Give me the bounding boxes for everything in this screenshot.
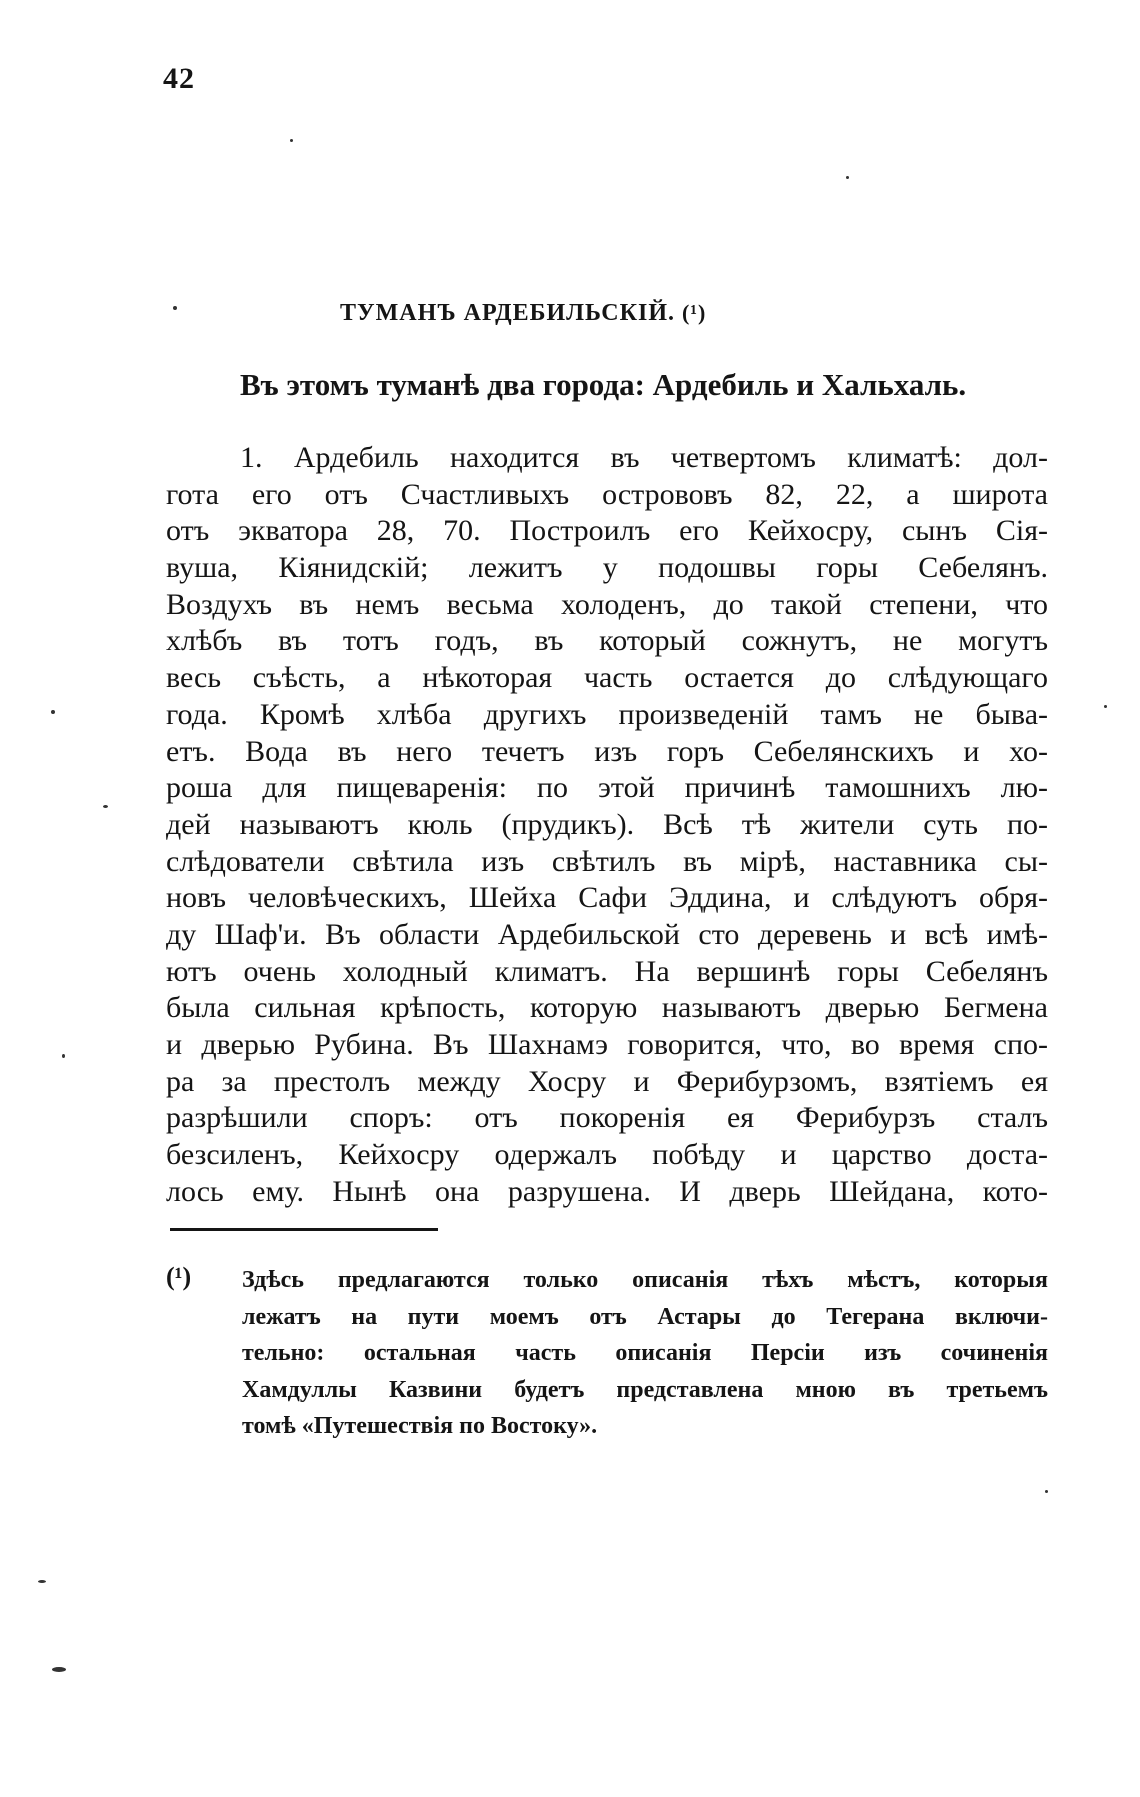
body-line: и дверью Рубина. Въ Шахнамэ говорится, что, во время спо- [166, 1028, 1048, 1061]
footnote-reference: (¹) [682, 300, 707, 325]
body-line: дей называютъ кюль (прудикъ). Всѣ тѣ жители суть по- [166, 807, 1048, 841]
body-line: ду Шаф'и. Въ области Ардебильской сто деревень и всѣ имѣ- [166, 917, 1048, 951]
scan-speck [846, 176, 849, 179]
scan-speck [51, 710, 55, 714]
footnote-line: Здѣсь предлагаются только описанія тѣхъ мѣстъ, которыя [242, 1267, 1048, 1293]
footnote-line: Хамдуллы Казвини будетъ представлена мною въ третьемъ [242, 1376, 1048, 1403]
footnote-text [242, 1262, 1048, 1445]
scan-speck [62, 1054, 65, 1058]
body-line: слѣдователи свѣтила изъ свѣтилъ въ мірѣ, наставника сы- [166, 844, 1048, 878]
body-line: 1. Ардебиль находится въ четвертомъ климатѣ: дол- [240, 441, 1048, 474]
body-line: роша для пищеваренія: по этой причинѣ тамошнихъ лю- [166, 771, 1048, 805]
scan-speck [1045, 1490, 1048, 1493]
scan-speck [290, 139, 293, 142]
body-line: безсиленъ, Кейхосру одержалъ побѣду и царство доста- [166, 1138, 1048, 1172]
body-line: ра за престолъ между Хосру и Ферибурзомъ, взятіемъ ея [166, 1064, 1048, 1098]
body-line: лось ему. Нынѣ она разрушена. И дверь Шейдана, кото- [166, 1174, 1048, 1208]
page-number: 42 [163, 62, 195, 95]
footnote-separator [170, 1228, 438, 1231]
body-line: весь съѣсть, а нѣкоторая часть остается до слѣдующаго [166, 661, 1048, 695]
body-paragraph [166, 440, 1048, 1210]
section-heading [340, 300, 706, 327]
footnote-line: томѣ «Путешествія по Востоку». [242, 1413, 598, 1439]
body-line: была сильная крѣпость, которую называютъ дверью Бегмена [166, 991, 1048, 1025]
body-line: етъ. Вода въ него течетъ изъ горъ Себелянскихъ и хо- [166, 734, 1048, 768]
section-subtitle: Въ этомъ туманѣ два города: Ардебиль и Хальхаль. [240, 367, 967, 402]
section-heading-text: ТУМАНЪ АРДЕБИЛЬСКІЙ. [340, 300, 676, 326]
footnote-line: лежатъ на пути моемъ отъ Астары до Тегерана включи- [242, 1303, 1048, 1330]
footnote-line: тельно: остальная часть описанія Персіи изъ сочиненія [242, 1340, 1048, 1366]
footnote-marker: (¹) [166, 1262, 192, 1291]
body-line: отъ экватора 28, 70. Построилъ его Кейхосру, сынъ Сія- [166, 514, 1048, 548]
body-line: вуша, Кіянидскій; лежитъ у подошвы горы Себелянъ. [166, 551, 1048, 585]
body-line: гота его отъ Счастливыхъ острововъ 82, 22, а широта [166, 477, 1048, 511]
scan-speck [52, 1667, 66, 1672]
scan-speck [1104, 705, 1107, 708]
scan-speck [173, 306, 177, 310]
scan-speck [38, 1580, 46, 1583]
body-line: хлѣбъ въ тотъ годъ, въ который сожнутъ, не могутъ [166, 624, 1048, 658]
body-line: новъ человѣческихъ, Шейха Сафи Эддина, и слѣдуютъ обря- [166, 881, 1048, 915]
body-line: разрѣшили споръ: отъ покоренія ея Ферибурзъ сталъ [166, 1101, 1048, 1135]
scan-speck [103, 805, 108, 808]
body-line: Воздухъ въ немъ весьма холоденъ, до такой степени, что [166, 587, 1048, 621]
body-line: ютъ очень холодный климатъ. На вершинѣ горы Себелянъ [166, 954, 1048, 988]
body-line: года. Кромѣ хлѣба другихъ произведеній тамъ не быва- [166, 697, 1048, 731]
